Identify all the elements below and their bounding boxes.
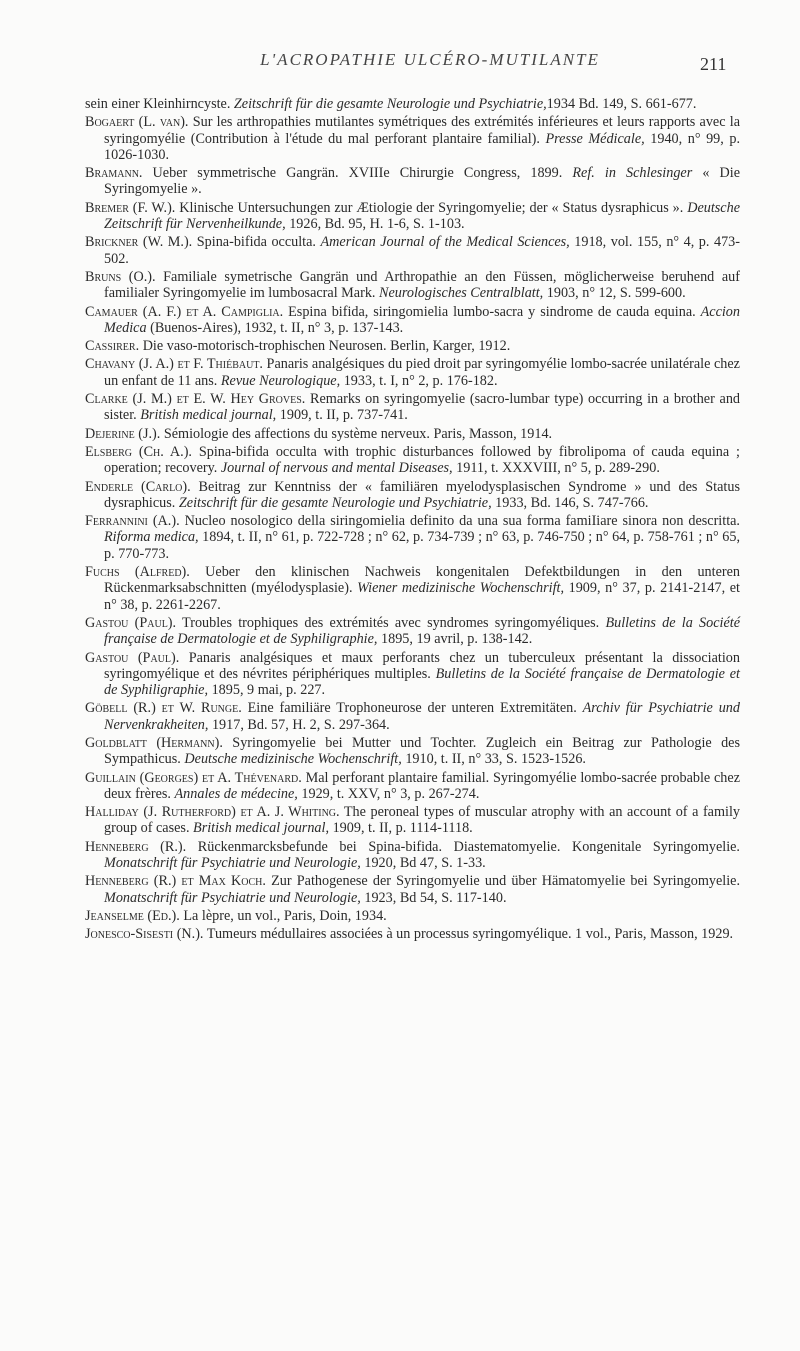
- entry-details: 1894, t. II, n° 61, p. 722-728 ; n° 62, p. 734-739 ; n° 63, p. 746-750 ; n° 64, p. 758-761 ; n° 65, p. 770-773.: [104, 529, 740, 562]
- entry-author: Bremer (F. W.).: [85, 199, 176, 216]
- entry-author: Bramann.: [85, 165, 143, 182]
- entry-details: 1903, n° 12, S. 599-600.: [543, 285, 686, 302]
- entry-details: 1920, Bd 47, S. 1-33.: [360, 855, 486, 872]
- bibliography-list: [85, 96, 740, 945]
- entry-title: Sémiologie des affections du système nerveux. Paris, Masson, 1914.: [160, 425, 553, 442]
- bibliography-entry: [85, 770, 740, 803]
- entry-title: Sur les arthropathies mutilantes symétriques des extrémités inférieures et leurs rapports avec la syringomyélie (Contribution à l'étude du mal perforant plantaire familial).: [104, 114, 741, 147]
- entry-author: Jonesco-Sisesti (N.).: [85, 926, 204, 943]
- entry-venue: Neurologisches Centralblatt,: [379, 285, 544, 302]
- bibliography-entry: [85, 444, 740, 477]
- entry-details: 1917, Bd. 57, H. 2, S. 297-364.: [208, 716, 390, 733]
- entry-details: 1909, t. II, p. 737-741.: [276, 407, 408, 424]
- entry-author: Elsberg (Ch. A.).: [85, 443, 192, 460]
- entry-title: Tumeurs médullaires associées à un processus syringomyélique. 1 vol., Paris, Masson, 1929.: [203, 926, 734, 943]
- entry-title: Panaris analgésiques et maux perforants chez un tuberculeux présentant la dissociation syringomyélique et des névrites périphériques multiples.: [104, 649, 740, 682]
- bibliography-entry: [85, 269, 740, 302]
- entry-author: Clarke (J. M.) et E. W. Hey Groves.: [85, 391, 306, 408]
- bibliography-entry: [85, 804, 740, 837]
- entry-title: Eine familiäre Trophoneurose der unteren Extremitäten.: [241, 700, 583, 717]
- entry-title: Die vaso-motorisch-trophischen Neurosen. Berlin, Karger, 1912.: [139, 338, 511, 355]
- bibliography-entry: [85, 426, 740, 442]
- entry-title: Nucleo nosologico della siringomielia definito da una sua forma famiIiare sinora non descritta.: [179, 513, 740, 530]
- entry-venue: Accion Medica: [104, 303, 740, 336]
- bibliography-entry: [85, 839, 740, 872]
- entry-venue: Bulletins de la Société française de Dermatologie et de Syphiligraphie,: [104, 614, 740, 648]
- bibliography-entry: [85, 96, 740, 112]
- entry-title: Ueber den klinischen Nachweis kongenitalen Defektbildungen in den unteren Rückenmarksabschnitten (myélodysplasie).: [104, 564, 740, 597]
- entry-author: Gastou (Paul).: [85, 649, 180, 666]
- entry-details: 1933, t. I, n° 2, p. 176-182.: [340, 372, 498, 389]
- entry-title: The peroneal types of muscular atrophy with an account of a family group of cases.: [104, 804, 740, 837]
- bibliography-entry: [85, 735, 740, 768]
- entry-venue: Zeitschrift für die gesamte Neurologie und Psychiatrie,: [233, 96, 547, 112]
- entry-author: Halliday (J. Rutherford) et A. J. Whiting.: [85, 804, 340, 821]
- entry-title: Mal perforant plantaire familial. Syringomyélie lombo-sacrée probable chez deux frères.: [104, 769, 740, 802]
- entry-details: 1933, Bd. 146, S. 747-766.: [491, 494, 649, 511]
- entry-title: Troubles trophiques des extrémités avec syndromes syringomyéliques.: [176, 614, 606, 631]
- entry-title: Beitrag zur Kenntniss der « familiären myelodysplasischen Syndrome » und des Status dysraphicus.: [104, 478, 740, 511]
- entry-title: Spina-bifida occulta.: [192, 234, 321, 251]
- entry-author: Henneberg (R.).: [85, 838, 187, 855]
- entry-details: « Die Syringomyelie ».: [104, 165, 740, 198]
- bibliography-entry: [85, 479, 740, 512]
- bibliography-entry: [85, 391, 740, 424]
- entry-details: 1923, Bd 54, S. 117-140.: [360, 889, 507, 906]
- entry-venue: American Journal of the Medical Sciences,: [320, 234, 570, 251]
- entry-details: 1918, vol. 155, n° 4, p. 473-502.: [104, 234, 740, 267]
- entry-details: 1910, t. II, n° 33, S. 1523-1526.: [401, 751, 586, 768]
- page-number: 211: [700, 54, 727, 74]
- bibliography-entry: [85, 234, 740, 267]
- entry-author: Chavany (J. A.) et F. Thiébaut.: [85, 356, 263, 373]
- entry-venue: Deutsche Zeitschrift für Nervenheilkunde,: [104, 199, 740, 233]
- entry-details: 1926, Bd. 95, H. 1-6, S. 1-103.: [285, 216, 465, 233]
- entry-author: Camauer (A. F.) et A. Campiglia.: [85, 303, 284, 320]
- entry-details: 1895, 9 mai, p. 227.: [208, 682, 326, 699]
- entry-author: Bogaert (L. van).: [85, 114, 189, 131]
- entry-author: Fuchs (Alfred).: [85, 564, 190, 581]
- bibliography-entry: [85, 700, 740, 733]
- entry-venue: Riforma medica,: [104, 529, 199, 546]
- entry-venue: Monatschrift für Psychiatrie und Neurologie,: [104, 855, 361, 872]
- entry-title: Panaris analgésiques du pied droit par syringomyélie lombo-sacrée unilatérale chez un enfant de 11 ans.: [104, 356, 740, 389]
- entry-details: 1909, n° 37, p. 2141-2147, et n° 38, p. 2261-2267.: [104, 580, 740, 613]
- bibliography-entry: [85, 873, 740, 906]
- entry-author: Henneberg (R.) et Max Koch.: [85, 873, 266, 890]
- entry-author: Göbell (R.) et W. Runge.: [85, 700, 242, 717]
- bibliography-entry: [85, 564, 740, 613]
- entry-author: Cassirer.: [85, 338, 140, 355]
- bibliography-entry: [85, 304, 740, 337]
- entry-venue: Zeitschrift für die gesamte Neurologie und Psychiatrie,: [178, 494, 492, 511]
- entry-title: Ueber symmetrische Gangrän. XVIIIe Chirurgie Congress, 1899.: [142, 165, 573, 182]
- bibliography-entry: [85, 165, 740, 198]
- entry-title: Remarks on syringomyelie (sacro-lumbar type) occurring in a brother and sister.: [104, 391, 741, 424]
- entry-venue: Annales de médecine,: [174, 785, 298, 802]
- entry-details: 1934 Bd. 149, S. 661-677.: [546, 96, 697, 112]
- entry-venue: Deutsche medizinische Wochenschrift,: [184, 751, 402, 768]
- bibliography-entry: [85, 615, 740, 648]
- entry-author: Gastou (Paul).: [85, 614, 177, 631]
- entry-title: La lèpre, un vol., Paris, Doin, 1934.: [179, 907, 387, 924]
- entry-venue: Presse Médicale,: [545, 130, 645, 147]
- entry-author: Goldblatt (Hermann).: [85, 734, 223, 751]
- running-title: L'ACROPATHIE ULCÉRO-MUTILANTE: [260, 50, 600, 69]
- entry-venue: Bulletins de la Société française de Dermatologie et de Syphiligraphie,: [104, 665, 740, 699]
- entry-venue: Ref. in Schlesinger: [572, 165, 693, 182]
- entry-venue: British medical journal,: [140, 407, 277, 424]
- entry-venue: British medical journal,: [193, 820, 330, 837]
- entry-details: 1909, t. II, p. 1114-1118.: [329, 820, 473, 837]
- entry-title: Klinische Untersuchungen zur Ætiologie der Syringomyelie; der « Status dysraphicus ».: [175, 199, 688, 216]
- entry-details: 1940, n° 99, p. 1026-1030.: [104, 130, 741, 163]
- entry-details: 1895, 19 avril, p. 138-142.: [377, 631, 533, 648]
- entry-venue: Revue Neurologique,: [220, 372, 341, 389]
- entry-venue: Archiv für Psychiatrie und Nervenkrakheiten,: [104, 700, 740, 733]
- entry-title: Syringomyelie bei Mutter und Tochter. Zugleich ein Beitrag zur Pathologie des Sympathicus.: [104, 734, 740, 768]
- entry-author: Enderle (Carlo).: [85, 478, 191, 495]
- bibliography-entry: [85, 114, 740, 163]
- bibliography-entry: [85, 908, 740, 924]
- entry-title: Familiale symetrische Gangrän und Arthropathie an den Füssen, möglicherweise beruhend auf familialer Syringomyelie im lumbosacral Mark.: [104, 268, 740, 302]
- entry-author: Guillain (Georges) et A. Thévenard.: [85, 769, 302, 786]
- bibliography-entry: [85, 356, 740, 389]
- entry-title: Rückenmarcksbefunde bei Spina-bifida. Diastematomyelie. Kongenitale Syringomyelie.: [186, 838, 740, 855]
- bibliography-entry: [85, 200, 740, 233]
- entry-details: (Buenos-Aires), 1932, t. II, n° 3, p. 137-143.: [146, 319, 404, 336]
- entry-author: Ferrannini (A.).: [85, 513, 180, 530]
- bibliography-entry: [85, 926, 740, 942]
- entry-author: Brickner (W. M.).: [85, 234, 193, 251]
- bibliography-entry: [85, 650, 740, 699]
- bibliography-entry: [85, 338, 740, 354]
- bibliography-entry: [85, 513, 740, 562]
- page-header: [0, 50, 800, 90]
- entry-author: Jeanselme (Ed.).: [85, 907, 180, 924]
- entry-details: 1929, t. XXV, n° 3, p. 267-274.: [297, 785, 480, 802]
- entry-details: 1911, t. XXXVIII, n° 5, p. 289-290.: [452, 460, 660, 477]
- entry-author: Bruns (O.).: [85, 268, 156, 285]
- entry-title: Espina bifida, siringomielia lumbo-sacra y sindrome de cauda equina.: [283, 303, 701, 320]
- entry-venue: Journal of nervous and mental Diseases,: [220, 460, 453, 477]
- entry-venue: Monatschrift für Psychiatrie und Neurologie,: [104, 889, 361, 906]
- entry-title: sein einer Kleinhirncyste.: [85, 96, 234, 112]
- entry-title: Zur Pathogenese der Syringomyelie und über Hämatomyelie bei Syringomyelie.: [265, 873, 741, 890]
- entry-venue: Wiener medizinische Wochenschrift,: [357, 580, 564, 597]
- entry-title: Spina-bifida occulta with trophic disturbances followed by fibrolipoma of cauda equina ; operation; recovery.: [104, 443, 740, 477]
- entry-author: Dejerine (J.).: [85, 425, 161, 442]
